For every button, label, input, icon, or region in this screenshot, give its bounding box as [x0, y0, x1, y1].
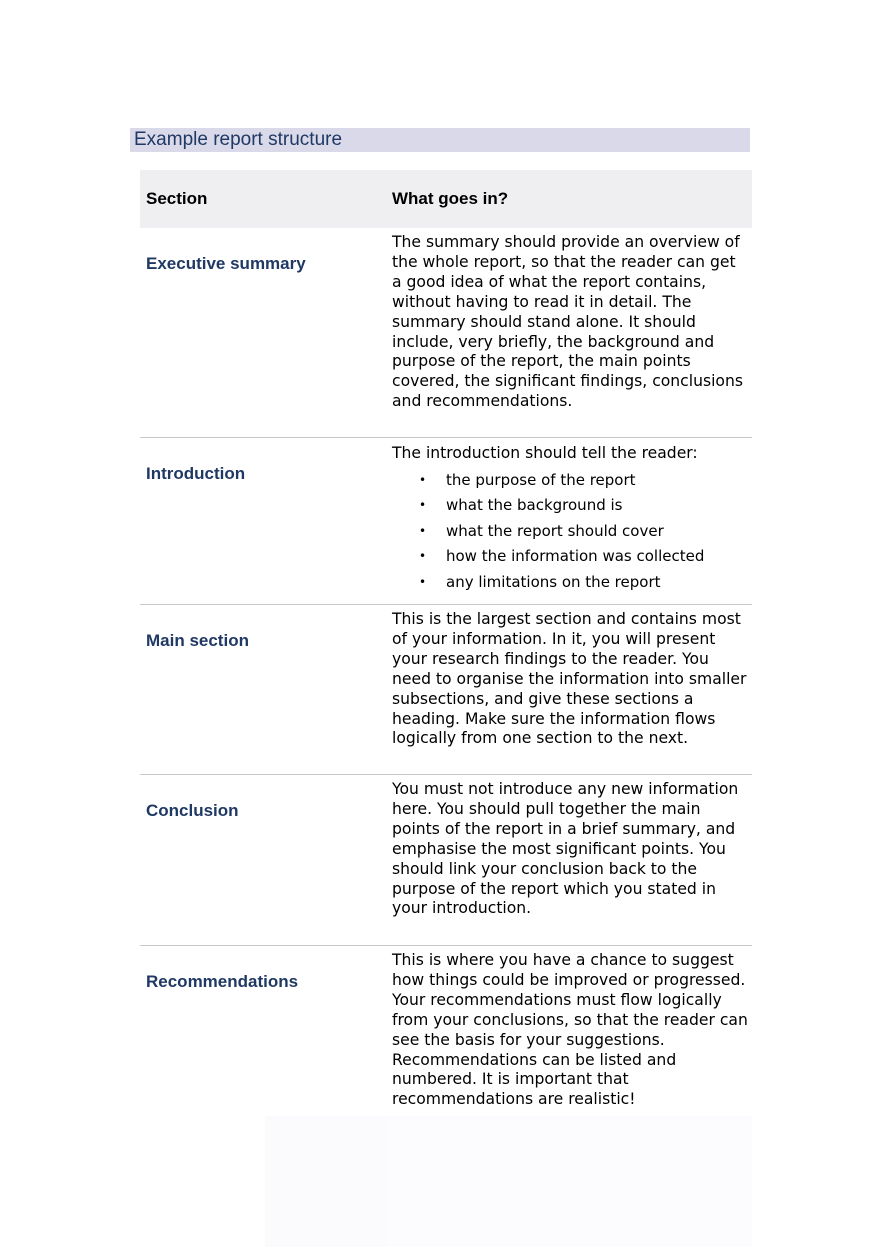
intro-bullet-list — [392, 468, 750, 595]
list-item: • what the background is — [392, 493, 750, 518]
section-description: This is the largest section and contains most of your information. In it, you will present your research findings to the reader. You need to organise the information into smaller subsections, and give these sections a heading. Make sure the information flows logically from one section to the next. — [392, 610, 747, 748]
bullet-icon: • — [419, 472, 427, 487]
section-description — [386, 438, 752, 604]
section-description: The summary should provide an overview of the whole report, so that the reader can get a good idea of what the report contains, without having to read it in detail. The summary should stand alone. It should include, very briefly, the background and purpose of the report, the main points covered, the significant findings, conclusions and recommendations. — [392, 233, 743, 411]
header-section: Section — [146, 189, 208, 208]
section-label: Executive summary — [140, 228, 386, 437]
section-description: This is where you have a chance to suggest how things could be improved or progressed. Your recommendations must flow logically from your conclusions, so that the reader can see the basis for your suggestions. Recommendations can be listed and numbered. It is important that recommendations are realistic! — [392, 951, 748, 1109]
list-item: • the purpose of the report — [392, 468, 750, 493]
bullet-icon: • — [419, 549, 427, 564]
section-label: Conclusion — [140, 775, 386, 945]
intro-lead-text: The introduction should tell the reader: — [392, 444, 698, 462]
table-footer-area — [140, 1116, 752, 1247]
list-item: • how the information was collected — [392, 544, 750, 569]
section-label: Recommendations — [140, 946, 386, 1116]
table-row-introduction — [140, 438, 752, 605]
table-row-executive-summary — [140, 228, 752, 438]
section-label: Introduction — [140, 438, 386, 604]
list-item: • what the report should cover — [392, 519, 750, 544]
bullet-icon: • — [419, 574, 427, 589]
list-item: • any limitations on the report — [392, 570, 750, 595]
table-row-main-section — [140, 605, 752, 775]
table-row-conclusion — [140, 775, 752, 946]
page-title: Example report structure — [130, 128, 750, 152]
bullet-icon: • — [419, 523, 427, 538]
bullet-icon: • — [419, 498, 427, 513]
section-label: Main section — [140, 605, 386, 774]
section-description: You must not introduce any new information here. You should pull together the main points of the report in a brief summary, and emphasise the most significant points. You should link your conclusion back to the purpose of the report which you stated in your introduction. — [392, 780, 739, 918]
header-what-goes-in: What goes in? — [392, 189, 509, 208]
table-header-row — [140, 170, 752, 228]
table-row-recommendations — [140, 946, 752, 1117]
report-structure-table — [140, 170, 752, 1117]
